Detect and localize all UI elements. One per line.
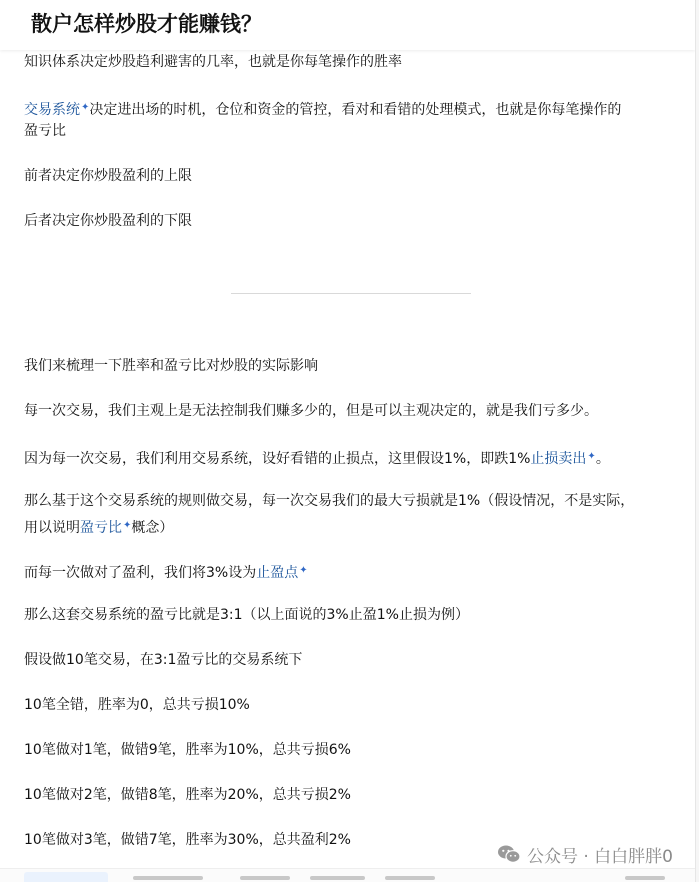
paragraph: 10笔做对1笔，做错9笔，胜率为10%，总共亏损6%: [24, 742, 351, 758]
paragraph-continuation: [24, 513, 674, 541]
paragraph-text: 决定进出场的时机，仓位和资金的管控，看对和看错的处理模式，也就是你每笔操作的: [89, 102, 622, 118]
bottom-action-item[interactable]: [625, 876, 665, 880]
paragraph-end: 。: [595, 451, 610, 467]
paragraph: 假设做10笔交易，在3:1盈亏比的交易系统下: [24, 652, 303, 668]
paragraph: 那么这套交易系统的盈亏比就是3:1（以上面说的3%止盈1%止损为例）: [24, 607, 469, 623]
sparkle-icon: ✦: [587, 451, 596, 462]
bottom-action-item[interactable]: [310, 876, 365, 880]
bottom-action-item[interactable]: [133, 876, 203, 880]
watermark-text: 公众号 · 白白胖胖0: [526, 846, 673, 867]
paragraph: 我们来梳理一下胜率和盈亏比对炒股的实际影响: [24, 358, 318, 374]
sparkle-icon: ✦: [299, 565, 308, 576]
sparkle-icon: ✦: [123, 520, 132, 531]
bottom-action-bar: [0, 868, 695, 882]
watermark: [497, 842, 673, 866]
link-profit-loss-ratio[interactable]: 盈亏比: [80, 520, 122, 536]
section-divider: [231, 293, 471, 294]
paragraph: 10笔做对2笔，做错8笔，胜率为20%，总共亏损2%: [24, 787, 351, 803]
paragraph: 每一次交易，我们主观上是无法控制我们赚多少的，但是可以主观决定的，就是我们亏多少。: [24, 403, 598, 419]
paragraph: 前者决定你炒股盈利的上限: [24, 168, 192, 184]
link-take-profit-point[interactable]: 止盈点: [256, 565, 299, 581]
paragraph: 10笔做对3笔，做错7笔，胜率为30%，总共盈利2%: [24, 832, 351, 848]
paragraph-text: 因为每一次交易，我们利用交易系统，设好看错的止损点，这里假设1%，即跌1%: [24, 451, 531, 467]
page-title: 散户怎样炒股才能赚钱？: [31, 12, 262, 36]
paragraph-text: 用以说明: [24, 520, 80, 536]
bottom-action-item[interactable]: [385, 876, 435, 880]
link-trading-system[interactable]: 交易系统: [24, 102, 80, 118]
paragraph-text: 概念）: [131, 520, 174, 536]
paragraph: [24, 444, 674, 472]
paragraph: 知识体系决定炒股趋利避害的几率，也就是你每笔操作的胜率: [24, 54, 402, 70]
article-header: [0, 0, 695, 50]
paragraph: 10笔全错，胜率为0，总共亏损10%: [24, 697, 250, 713]
link-stop-loss-sell[interactable]: 止损卖出: [530, 451, 587, 467]
wechat-icon: [497, 844, 521, 864]
paragraph: 那么基于这个交易系统的规则做交易，每一次交易我们的最大亏损就是1%（假设情况，不是实际，: [24, 493, 635, 509]
paragraph-continuation: 盈亏比: [24, 123, 66, 139]
bottom-action-item[interactable]: [240, 876, 290, 880]
paragraph-text: 而每一次做对了盈利，我们将3%设为: [24, 565, 257, 581]
sparkle-icon: ✦: [81, 102, 90, 113]
paragraph: 后者决定你炒股盈利的下限: [24, 213, 192, 229]
paragraph: [24, 558, 674, 586]
bottom-action-button[interactable]: [24, 872, 108, 882]
